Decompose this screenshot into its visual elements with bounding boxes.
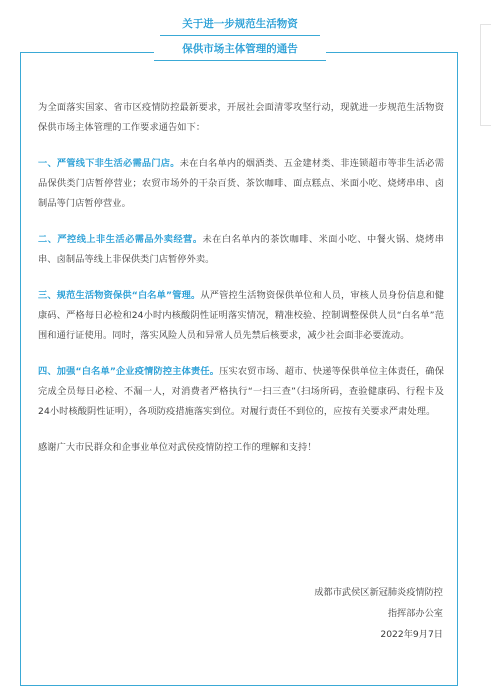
title-underline: [154, 60, 326, 61]
item-2: [38, 230, 444, 270]
item-1: [38, 154, 444, 214]
closing-paragraph: 感谢广大市民群众和企事业单位对武侯疫情防控工作的理解和支持！: [38, 442, 317, 453]
item-2-heading: 二、严控线上非生活必需品外卖经营。: [38, 234, 203, 245]
item-4: [38, 362, 444, 422]
signature-block: [314, 582, 443, 645]
notice-body: [38, 98, 444, 474]
item-3: [38, 286, 444, 346]
issuer-line-1: 成都市武侯区新冠肺炎疫情防控: [314, 587, 443, 598]
issue-date: 2022年9月7日: [380, 629, 443, 640]
title-line-1: 关于进一步规范生活物资: [182, 18, 298, 30]
item-1-heading: 一、严管线下非生活必需品门店。: [38, 158, 180, 169]
item-2-body: 未在白名单内的茶饮咖啡、米面小吃、中餐火锅、烧烤串串、卤制品等线上非保供类门店暂停外卖。: [38, 234, 445, 265]
side-panel-edge: [480, 24, 491, 126]
intro-paragraph: 为全面落实国家、省市区疫情防控最新要求，开展社会面清零攻坚行动，现就进一步规范生活物资保供市场主体管理的工作要求通告如下：: [38, 102, 444, 133]
item-4-heading: 四、加强“白名单”企业疫情防控主体责任。: [38, 366, 220, 377]
title-line-2: 保供市场主体管理的通告: [182, 43, 298, 55]
notice-title: [154, 14, 326, 58]
item-4-body: 压实农贸市场、超市、快递等保供单位主体责任，确保完成全员每日必检、不漏一人，对消费者严格执行“一扫三查”（扫场所码，查验健康码、行程卡及24小时核酸阴性证明），各项防疫措施落实到位。对履行责任不到位的，应按有关要求严肃处理。: [38, 366, 445, 417]
item-1-body: 未在白名单内的烟酒类、五金建材类、非连锁超市等非生活必需品保供类门店暂停营业；农贸市场外的干杂百货、茶饮咖啡、面点糕点、米面小吃、烧烤串串、卤制品等门店暂停营业。: [38, 158, 444, 209]
item-3-heading: 三、规范生活物资保供“白名单”管理。: [38, 290, 201, 301]
item-3-body: 从严管控生活物资保供单位和人员，审核人员身份信息和健康码、严格每日必检和24小时内核酸阴性证明落实情况，精准校验、控制调整保供人员“白名单”范围和通行证使用。同时，落实风险人员和异常人员先禁后核要求，减少社会面非必要流动。: [38, 290, 444, 341]
issuer-line-2: 指挥部办公室: [387, 608, 443, 619]
title-divider: [160, 35, 320, 36]
